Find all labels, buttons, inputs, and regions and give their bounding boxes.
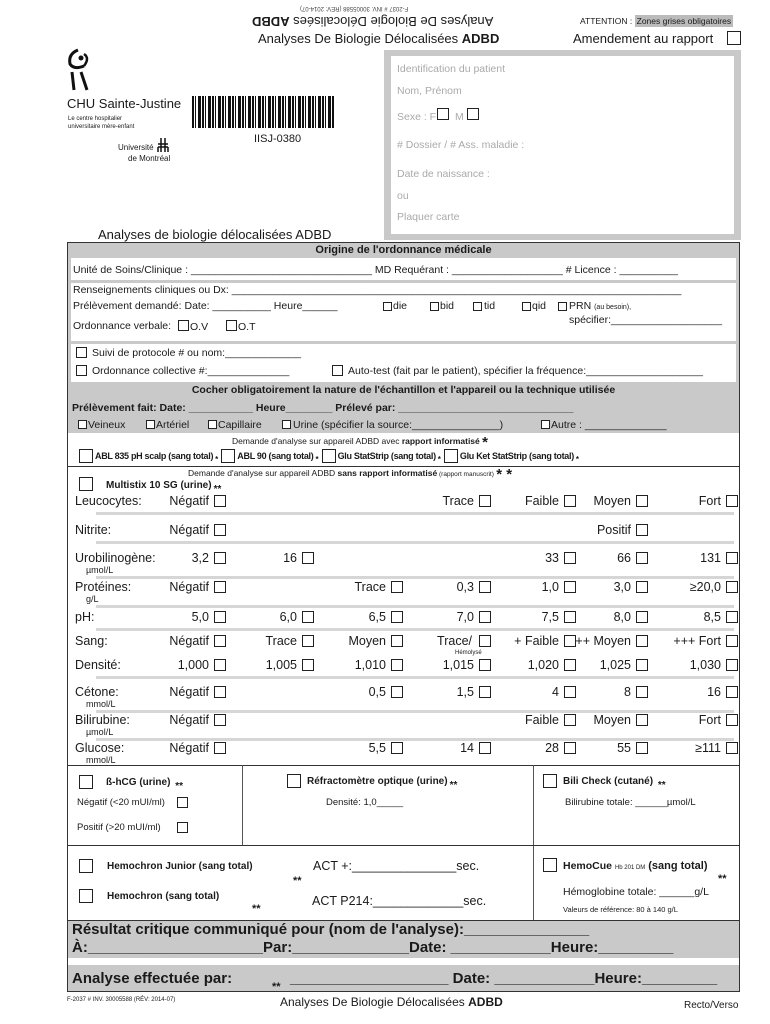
hemochron-junior-stars: ** xyxy=(293,875,302,887)
urinalysis-checkbox[interactable] xyxy=(564,552,576,564)
urinalysis-row-label: Cétone: xyxy=(75,685,119,699)
urinalysis-checkbox[interactable] xyxy=(726,659,738,671)
urinalysis-checkbox[interactable] xyxy=(564,611,576,623)
device-row xyxy=(79,449,739,463)
bid-label: bid xyxy=(440,300,455,312)
capillaire-checkbox[interactable] xyxy=(208,420,217,429)
urinalysis-checkbox[interactable] xyxy=(726,552,738,564)
urinalysis-checkbox[interactable] xyxy=(214,659,226,671)
hemochron-stars: ** xyxy=(252,903,261,915)
urinalysis-option-label: 55 xyxy=(617,741,631,755)
urinalysis-checkbox[interactable] xyxy=(636,552,648,564)
urinalysis-option-label: 131 xyxy=(700,551,721,565)
urinalysis-option-label: 5,0 xyxy=(191,610,209,624)
urinalysis-checkbox[interactable] xyxy=(479,659,491,671)
veineux-checkbox[interactable] xyxy=(78,420,87,429)
urinalysis-checkbox[interactable] xyxy=(479,635,491,647)
urine-checkbox[interactable] xyxy=(282,420,291,429)
urinalysis-row-label: Urobilinogène: xyxy=(75,551,156,565)
glu-statstrip-option[interactable] xyxy=(322,449,441,463)
urinalysis-option-label: 3,2 xyxy=(191,551,209,565)
urinalysis-option-label: 1,010 xyxy=(354,658,386,672)
urinalysis-option-label: Trace xyxy=(442,494,474,508)
hemochron-junior-label: Hemochron Junior (sang total) xyxy=(107,861,253,872)
prelevement-demande-field[interactable]: Prélèvement demandé: Date: __________ Heure______ xyxy=(73,300,338,312)
urinalysis-option-label: 0,3 xyxy=(456,580,474,594)
urinalysis-checkbox[interactable] xyxy=(479,686,491,698)
prn-specifier-field[interactable]: spécifier:___________________ xyxy=(569,314,722,326)
urinalysis-checkbox[interactable] xyxy=(636,742,648,754)
origine-header: Origine de l'ordonnance médicale xyxy=(315,244,492,256)
recto-verso: Recto/Verso xyxy=(684,1000,739,1011)
abl835-star: * xyxy=(215,454,219,464)
urinalysis-option-label: 1,015 xyxy=(442,658,474,672)
row-separator xyxy=(96,576,734,579)
avec-rapport-notice: Demande d'analyse sur appareil ADBD avec rapport informatisé * xyxy=(232,434,488,451)
chu-tagline: Le centre hospitalier xyxy=(68,116,123,122)
multistix-checkbox[interactable] xyxy=(79,477,93,491)
prelevement-fait-field[interactable]: Prélèvement fait: Date: ___________ Heure________ Prélevé par: ______________________________ xyxy=(72,402,574,414)
verbale-label: Ordonnance verbale: xyxy=(73,320,172,332)
urinalysis-option-label: 14 xyxy=(460,741,474,755)
urinalysis-checkbox[interactable] xyxy=(636,611,648,623)
urinalysis-checkbox[interactable] xyxy=(726,581,738,593)
ot-label: O.T xyxy=(238,321,256,333)
effectuee-label: Analyse effectuée par: xyxy=(72,970,233,987)
urinalysis-option-label: Moyen xyxy=(593,713,631,727)
hemolyse-note: Hémolysé xyxy=(455,650,482,656)
urinalysis-row-label: pH: xyxy=(75,610,95,624)
collective-field[interactable]: Ordonnance collective #:______________ xyxy=(92,365,290,377)
urinalysis-option-label: 3,0 xyxy=(613,580,631,594)
bilirubine-totale-field[interactable]: Bilirubine totale: ______µmol/L xyxy=(565,797,696,808)
udem-logo: Université xyxy=(118,143,154,152)
abl835-option[interactable] xyxy=(79,449,218,463)
urinalysis-checkbox[interactable] xyxy=(479,581,491,593)
ov-checkbox[interactable] xyxy=(178,320,189,331)
urinalysis-option-label: ≥20,0 xyxy=(689,580,721,594)
hcg-positif-checkbox[interactable] xyxy=(177,822,188,833)
chu-tagline-2: universitaire mère-enfant xyxy=(68,124,135,130)
glu-statstrip-star: * xyxy=(437,454,441,464)
effectuee-stars: ** xyxy=(272,981,281,993)
urinalysis-checkbox[interactable] xyxy=(479,742,491,754)
urinalysis-checkbox[interactable] xyxy=(391,742,403,754)
urinalysis-option-label: 1,030 xyxy=(689,658,721,672)
urinalysis-option-label: 16 xyxy=(283,551,297,565)
urinalysis-checkbox[interactable] xyxy=(391,581,403,593)
prn-label: PRN (au besoin), xyxy=(569,300,632,312)
urinalysis-checkbox[interactable] xyxy=(636,495,648,507)
urinalysis-checkbox[interactable] xyxy=(214,495,226,507)
effectuee-field[interactable]: ___________________ Date: ____________Heure:_________ xyxy=(290,970,718,987)
urinalysis-checkbox[interactable] xyxy=(726,611,738,623)
tid-checkbox[interactable] xyxy=(473,302,482,311)
urinalysis-checkbox[interactable] xyxy=(564,581,576,593)
abl90-checkbox[interactable] xyxy=(221,449,235,463)
urinalysis-row-label: Bilirubine: xyxy=(75,713,130,727)
urinalysis-option-label: 7,5 xyxy=(541,610,559,624)
urinalysis-checkbox[interactable] xyxy=(391,659,403,671)
reversed-form-code: F-2037 # INV. 30005588 (RÉV: 2014-07) xyxy=(300,5,409,11)
glu-ket-option[interactable] xyxy=(444,449,579,463)
capillaire-label: Capillaire xyxy=(218,419,262,431)
arteriel-label: Artériel xyxy=(156,419,190,431)
urinalysis-option-label: 1,5 xyxy=(456,685,474,699)
dossier-field[interactable]: # Dossier / # Ass. maladie : xyxy=(397,139,525,151)
urinalysis-checkbox[interactable] xyxy=(636,714,648,726)
urinalysis-checkbox[interactable] xyxy=(564,742,576,754)
urinalysis-option-label: 16 xyxy=(707,685,721,699)
refract-checkbox[interactable] xyxy=(287,774,301,788)
hcg-negatif-checkbox[interactable] xyxy=(177,797,188,808)
urinalysis-option-label: Trace xyxy=(354,580,386,594)
chu-logo-icon xyxy=(64,46,96,92)
urinalysis-option-label: 8,0 xyxy=(613,610,631,624)
footer-title: Analyses De Biologie Délocalisées ADBD xyxy=(280,995,503,1009)
udem-logo-2: de Montréal xyxy=(128,154,171,163)
urinalysis-checkbox[interactable] xyxy=(214,581,226,593)
autre-checkbox[interactable] xyxy=(541,420,550,429)
sex-m-checkbox[interactable] xyxy=(467,108,479,120)
urinalysis-option-label: Positif xyxy=(596,523,631,537)
glu-ket-label: Glu Ket StatStrip (sang total) xyxy=(459,450,574,461)
urinalysis-option-label: +++ Fort xyxy=(673,634,721,648)
reversed-title: Analyses De Biologie Délocalisées ADBD xyxy=(252,14,494,29)
urinalysis-unit: mmol/L xyxy=(86,755,116,765)
glu-statstrip-checkbox[interactable] xyxy=(322,449,336,463)
urinalysis-option-label: 1,000 xyxy=(177,658,209,672)
urinalysis-row-label: Sang: xyxy=(75,634,108,648)
urinalysis-checkbox[interactable] xyxy=(479,495,491,507)
sex-f-checkbox[interactable] xyxy=(437,108,449,120)
form-header-title: Analyses De Biologie Délocalisées ADBD xyxy=(258,31,500,46)
urinalysis-checkbox[interactable] xyxy=(214,714,226,726)
barcode-code: IISJ-0380 xyxy=(254,133,302,145)
bili-label: Bili Check (cutané) ** xyxy=(563,776,666,791)
urinalysis-option-label: Moyen xyxy=(593,494,631,508)
unite-field[interactable]: Unité de Soins/Clinique : _______________________________ MD Requérant : ___________________ # Licence : __________ xyxy=(73,264,678,276)
row-separator xyxy=(96,605,734,608)
birthdate-field[interactable]: Date de naissance : xyxy=(397,168,490,180)
tid-label: tid xyxy=(484,300,496,312)
hcg-checkbox[interactable] xyxy=(79,775,93,789)
urinalysis-checkbox[interactable] xyxy=(636,659,648,671)
qid-label: qid xyxy=(532,300,547,312)
patient-name-field[interactable]: Nom, Prénom xyxy=(397,85,462,97)
urinalysis-unit: µmol/L xyxy=(86,565,114,575)
row-separator xyxy=(96,541,734,544)
die-checkbox[interactable] xyxy=(383,302,392,311)
urinalysis-checkbox[interactable] xyxy=(636,635,648,647)
urinalysis-option-label: 8,5 xyxy=(703,610,721,624)
urinalysis-option-label: Trace xyxy=(265,634,297,648)
or-label: ou xyxy=(397,190,409,202)
echantillon-header: Cocher obligatoirement la nature de l'échantillon et l'appareil ou la technique utilisée xyxy=(191,384,616,396)
urinalysis-checkbox[interactable] xyxy=(302,659,314,671)
urinalysis-checkbox[interactable] xyxy=(726,686,738,698)
sans-rapport-notice: Demande d'analyse sur appareil ADBD sans rapport informatisé (rapport manuscrit) * * xyxy=(188,466,513,483)
attention-notice: ATTENTION : Zones grises obligatoires xyxy=(580,16,732,26)
urinalysis-option-label: ≥111 xyxy=(695,741,721,755)
udem-logo-icon xyxy=(157,138,169,152)
urinalysis-option-label: 6,5 xyxy=(368,610,386,624)
hemochron-label: Hemochron (sang total) xyxy=(107,891,220,902)
hcg-positif-label: Positif (>20 mUI/ml) xyxy=(77,822,161,833)
urinalysis-option-label: Négatif xyxy=(169,685,209,699)
urinalysis-checkbox[interactable] xyxy=(636,686,648,698)
card-label: Plaquer carte xyxy=(397,211,460,223)
urinalysis-row-label: Protéines: xyxy=(75,580,132,594)
urinalysis-checkbox[interactable] xyxy=(214,686,226,698)
urinalysis-row-label: Leucocytes: xyxy=(75,494,142,508)
refract-label: Réfractomètre optique (urine) ** xyxy=(307,776,458,791)
amendement-label: Amendement au rapport xyxy=(573,31,714,46)
urinalysis-option-label: 0,5 xyxy=(368,685,386,699)
urinalysis-option-label: 1,025 xyxy=(599,658,631,672)
urinalysis-option-label: Fort xyxy=(698,713,721,727)
densite-field[interactable]: Densité: 1,0_____ xyxy=(326,797,404,808)
urinalysis-option-label: + Faible xyxy=(514,634,559,648)
row-separator xyxy=(96,676,734,679)
urinalysis-option-label: Négatif xyxy=(169,494,209,508)
sex-m-label: M xyxy=(455,111,464,123)
form-title: Analyses de biologie délocalisées ADBD xyxy=(98,227,332,242)
prn-checkbox[interactable] xyxy=(558,302,567,311)
urinalysis-checkbox[interactable] xyxy=(564,714,576,726)
urinalysis-checkbox[interactable] xyxy=(479,611,491,623)
urinalysis-option-label: Négatif xyxy=(169,741,209,755)
urinalysis-option-label: Trace/ xyxy=(437,634,472,648)
urinalysis-option-label: Faible xyxy=(524,713,559,727)
hemochron-checkbox[interactable] xyxy=(79,889,93,903)
urinalysis-checkbox[interactable] xyxy=(564,635,576,647)
urinalysis-option-label: ++ Moyen xyxy=(575,634,631,648)
bili-checkbox[interactable] xyxy=(543,774,557,788)
urine-source-field[interactable]: Urine (spécifier la source:_______________) xyxy=(293,419,504,431)
hemoglobine-field[interactable]: Hémoglobine totale: ______g/L xyxy=(563,886,709,898)
urinalysis-checkbox[interactable] xyxy=(391,611,403,623)
row-separator xyxy=(96,512,734,515)
amendement-checkbox[interactable] xyxy=(727,31,741,45)
urinalysis-checkbox[interactable] xyxy=(391,635,403,647)
renseignements-field[interactable]: Renseignements cliniques ou Dx: _____________________________________________________________________________ xyxy=(73,284,682,296)
urinalysis-row-label: Glucose: xyxy=(75,741,125,755)
hemochron-junior-checkbox[interactable] xyxy=(79,859,93,873)
abl90-star: * xyxy=(315,454,319,464)
barcode xyxy=(192,96,334,128)
hemocue-reference: Valeurs de référence: 80 à 140 g/L xyxy=(563,905,678,914)
urinalysis-option-label: 1,0 xyxy=(541,580,559,594)
urinalysis-checkbox[interactable] xyxy=(564,686,576,698)
arteriel-checkbox[interactable] xyxy=(146,420,155,429)
hemocue-checkbox[interactable] xyxy=(543,858,557,872)
glu-statstrip-label: Glu StatStrip (sang total) xyxy=(337,450,436,461)
act-p214-field[interactable]: ACT P214:_____________sec. xyxy=(312,894,487,908)
urinalysis-checkbox[interactable] xyxy=(214,552,226,564)
autotest-field[interactable]: Auto-test (fait par le patient), spécifier la fréquence:____________________ xyxy=(348,365,703,377)
urinalysis-checkbox[interactable] xyxy=(391,686,403,698)
urinalysis-checkbox[interactable] xyxy=(564,495,576,507)
urinalysis-option-label: 66 xyxy=(617,551,631,565)
chu-name: CHU Sainte-Justine xyxy=(67,96,182,111)
urinalysis-option-label: Négatif xyxy=(169,634,209,648)
autre-field[interactable]: Autre : ______________ xyxy=(551,419,667,431)
urinalysis-option-label: 1,020 xyxy=(527,658,559,672)
hcg-negatif-label: Négatif (<20 mUI/ml) xyxy=(77,797,165,808)
urinalysis-option-label: Fort xyxy=(698,494,721,508)
multistix-label: Multistix 10 SG (urine) ** xyxy=(106,480,222,495)
urinalysis-option-label: Négatif xyxy=(169,713,209,727)
bid-checkbox[interactable] xyxy=(430,302,439,311)
urinalysis-checkbox[interactable] xyxy=(726,635,738,647)
urinalysis-option-label: Faible xyxy=(524,494,559,508)
abl835-checkbox[interactable] xyxy=(79,449,93,463)
urinalysis-option-label: 8 xyxy=(624,685,631,699)
die-label: die xyxy=(393,300,408,312)
glu-ket-star: * xyxy=(575,454,580,464)
urinalysis-option-label: 28 xyxy=(545,741,559,755)
patient-title: Identification du patient xyxy=(397,63,505,75)
urinalysis-row-label: Densité: xyxy=(75,658,121,672)
urinalysis-unit: g/L xyxy=(86,594,99,604)
urinalysis-checkbox[interactable] xyxy=(214,524,226,536)
abl835-label: ABL 835 pH scalp (sang total) xyxy=(95,450,214,461)
urinalysis-checkbox[interactable] xyxy=(636,524,648,536)
urinalysis-checkbox[interactable] xyxy=(726,714,738,726)
hcg-label: ß-hCG (urine) ** xyxy=(106,777,184,792)
urinalysis-row-label: Nitrite: xyxy=(75,523,112,537)
hemocue-stars: ** xyxy=(718,873,727,885)
hemocue-label: HemoCue Hb 201 DM (sang total) xyxy=(563,860,708,872)
row-separator xyxy=(96,628,734,631)
critique-details-field[interactable]: À:_____________________Par:______________Date: ____________Heure:_________ xyxy=(72,939,674,956)
urinalysis-option-label: Moyen xyxy=(348,634,386,648)
urinalysis-checkbox[interactable] xyxy=(726,742,738,754)
glu-ket-checkbox[interactable] xyxy=(444,449,458,463)
urinalysis-option-label: 1,005 xyxy=(265,658,297,672)
patient-identification-box xyxy=(384,50,741,240)
urinalysis-unit: µmol/L xyxy=(86,727,114,737)
abl90-label: ABL 90 (sang total) xyxy=(237,450,314,461)
ov-label: O.V xyxy=(190,321,209,333)
urinalysis-option-label: 4 xyxy=(552,685,559,699)
footer-form-code: F-2037 # INV. 30005588 (RÉV: 2014-07) xyxy=(67,997,176,1003)
urinalysis-option-label: 6,0 xyxy=(279,610,297,624)
patient-sex-label: Sexe : F xyxy=(397,111,437,123)
veineux-label: Veineux xyxy=(88,419,126,431)
urinalysis-checkbox[interactable] xyxy=(636,581,648,593)
urinalysis-checkbox[interactable] xyxy=(302,611,314,623)
urinalysis-checkbox[interactable] xyxy=(726,495,738,507)
suivi-checkbox[interactable] xyxy=(76,347,87,358)
urinalysis-checkbox[interactable] xyxy=(214,611,226,623)
urinalysis-checkbox[interactable] xyxy=(302,552,314,564)
urinalysis-checkbox[interactable] xyxy=(214,742,226,754)
autotest-checkbox[interactable] xyxy=(332,365,343,376)
urinalysis-option-label: Négatif xyxy=(169,523,209,537)
ot-checkbox[interactable] xyxy=(226,320,237,331)
urinalysis-option-label: 33 xyxy=(545,551,559,565)
collective-checkbox[interactable] xyxy=(76,365,87,376)
urinalysis-option-label: 7,0 xyxy=(456,610,474,624)
act-field[interactable]: ACT +:_______________sec. xyxy=(313,859,480,873)
suivi-field[interactable]: Suivi de protocole # ou nom:_____________ xyxy=(92,347,301,359)
critique-analyse-field[interactable]: Résultat critique communiqué pour (nom de l'analyse):_______________ xyxy=(72,921,590,938)
urinalysis-checkbox[interactable] xyxy=(564,659,576,671)
urinalysis-option-label: Négatif xyxy=(169,580,209,594)
abl90-option[interactable] xyxy=(221,449,318,463)
qid-checkbox[interactable] xyxy=(522,302,531,311)
urinalysis-option-label: 5,5 xyxy=(368,741,386,755)
urinalysis-checkbox[interactable] xyxy=(214,635,226,647)
urinalysis-checkbox[interactable] xyxy=(302,635,314,647)
urinalysis-unit: mmol/L xyxy=(86,699,116,709)
